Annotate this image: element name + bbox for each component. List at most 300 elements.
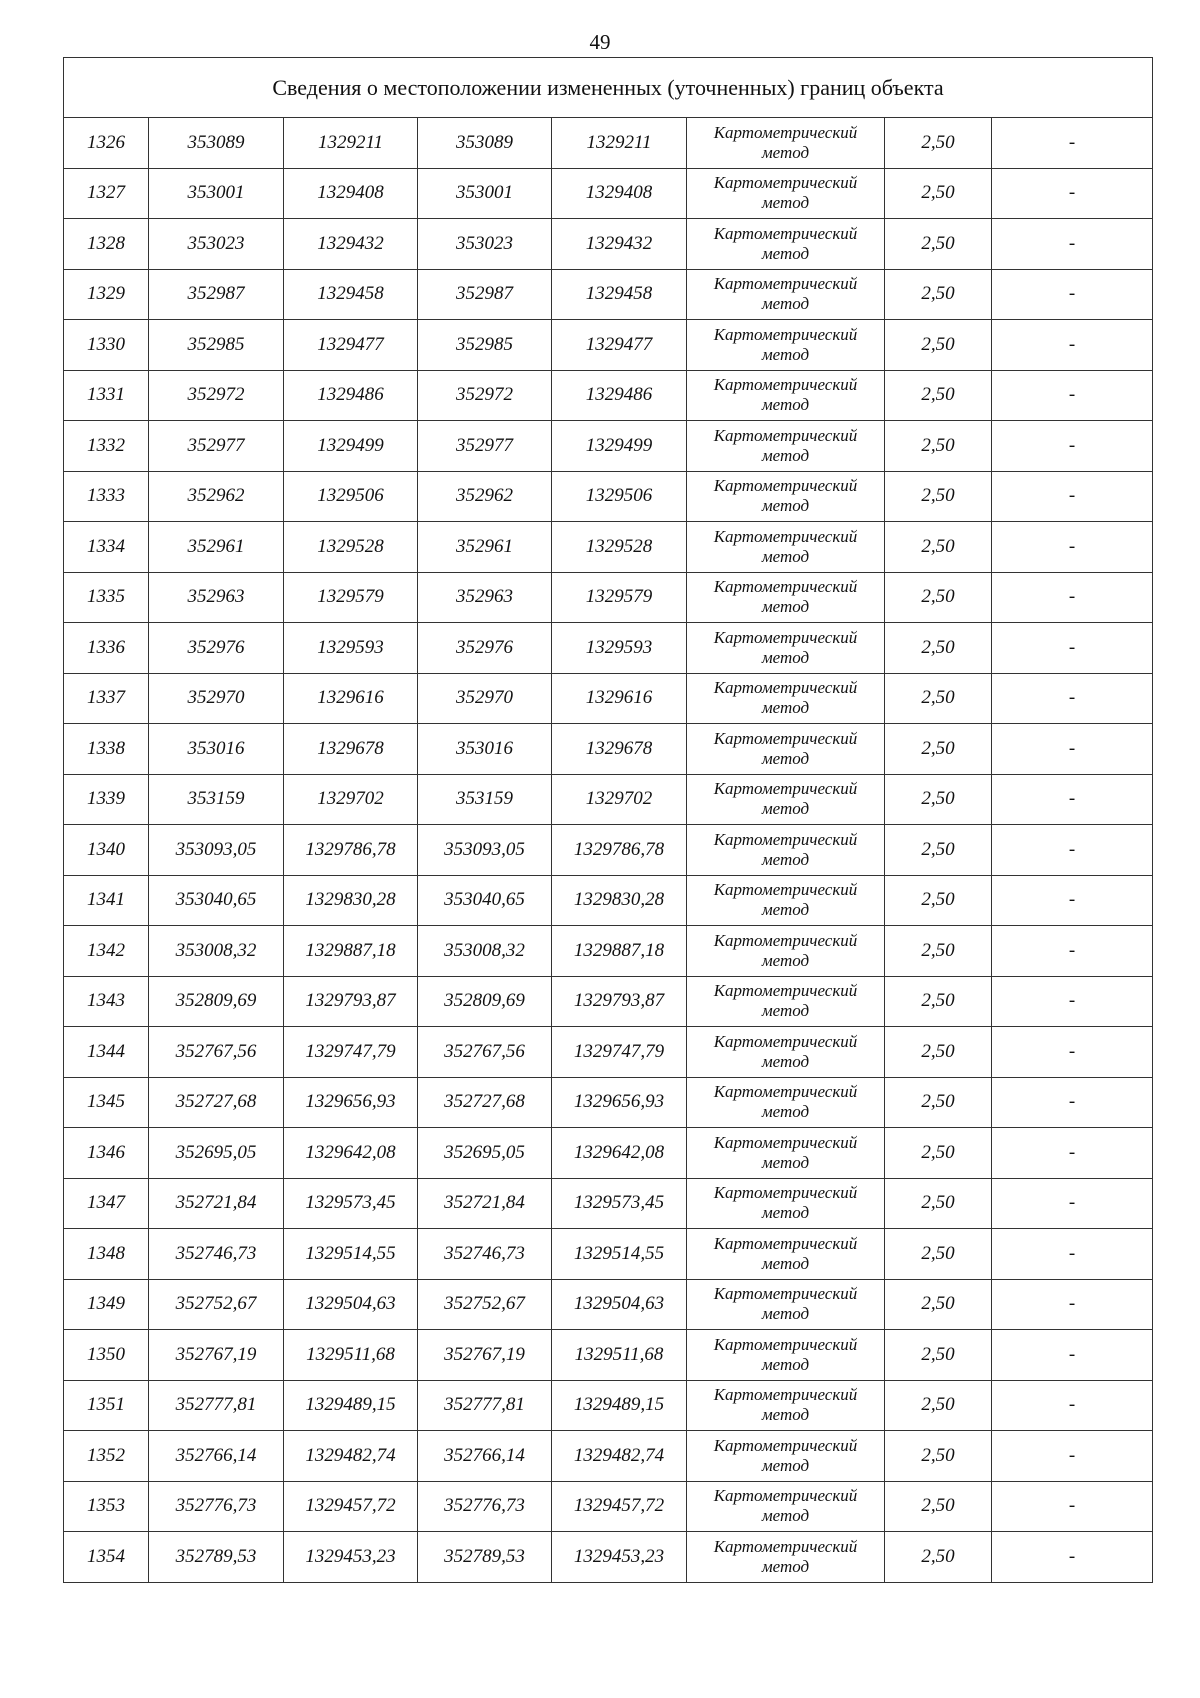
existing-y-cell: 1329747,79 — [284, 1027, 418, 1078]
method-cell — [687, 926, 885, 977]
accuracy-cell: 2,50 — [885, 1128, 992, 1179]
existing-x-cell: 352746,73 — [149, 1229, 284, 1280]
method-line-2: метод — [761, 849, 810, 869]
existing-x-cell: 352752,67 — [149, 1279, 284, 1330]
point-number-cell: 1343 — [64, 976, 149, 1027]
table-row — [64, 976, 1153, 1027]
existing-y-cell: 1329489,15 — [284, 1380, 418, 1431]
refined-y-cell: 1329656,93 — [552, 1077, 687, 1128]
existing-y-cell: 1329511,68 — [284, 1330, 418, 1381]
method-line-1: Картометрический — [713, 1536, 858, 1556]
method-line-2: метод — [761, 445, 810, 465]
existing-y-cell: 1329457,72 — [284, 1481, 418, 1532]
table-row — [64, 724, 1153, 775]
point-number-cell: 1332 — [64, 421, 149, 472]
accuracy-cell: 2,50 — [885, 572, 992, 623]
refined-x-cell: 353023 — [418, 219, 552, 270]
method-line-2: метод — [761, 1304, 810, 1324]
existing-x-cell: 352961 — [149, 522, 284, 573]
existing-y-cell: 1329211 — [284, 118, 418, 169]
refined-x-cell: 353093,05 — [418, 825, 552, 876]
note-cell: - — [992, 825, 1153, 876]
method-line-2: метод — [761, 344, 810, 364]
point-number-cell: 1342 — [64, 926, 149, 977]
refined-y-cell: 1329453,23 — [552, 1532, 687, 1583]
existing-y-cell: 1329642,08 — [284, 1128, 418, 1179]
refined-y-cell: 1329506 — [552, 471, 687, 522]
method-line-1: Картометрический — [713, 1233, 858, 1253]
method-line-2: метод — [761, 1506, 810, 1526]
accuracy-cell: 2,50 — [885, 168, 992, 219]
refined-y-cell: 1329499 — [552, 421, 687, 472]
method-cell — [687, 1481, 885, 1532]
existing-y-cell: 1329458 — [284, 269, 418, 320]
table-row — [64, 1077, 1153, 1128]
point-number-cell: 1337 — [64, 673, 149, 724]
accuracy-cell: 2,50 — [885, 724, 992, 775]
method-line-1: Картометрический — [713, 1435, 858, 1455]
point-number-cell: 1349 — [64, 1279, 149, 1330]
refined-y-cell: 1329830,28 — [552, 875, 687, 926]
table-row — [64, 522, 1153, 573]
existing-x-cell: 352695,05 — [149, 1128, 284, 1179]
method-line-1: Картометрический — [713, 728, 858, 748]
refined-y-cell: 1329408 — [552, 168, 687, 219]
method-line-2: метод — [761, 243, 810, 263]
existing-y-cell: 1329506 — [284, 471, 418, 522]
existing-x-cell: 353023 — [149, 219, 284, 270]
method-line-1: Картометрический — [713, 779, 858, 799]
accuracy-cell: 2,50 — [885, 1532, 992, 1583]
method-cell — [687, 1077, 885, 1128]
point-number-cell: 1347 — [64, 1178, 149, 1229]
table-row — [64, 1330, 1153, 1381]
method-line-2: метод — [761, 496, 810, 516]
point-number-cell: 1348 — [64, 1229, 149, 1280]
point-number-cell: 1338 — [64, 724, 149, 775]
existing-x-cell: 352976 — [149, 623, 284, 674]
existing-x-cell: 352985 — [149, 320, 284, 371]
existing-y-cell: 1329656,93 — [284, 1077, 418, 1128]
table-row — [64, 1279, 1153, 1330]
refined-y-cell: 1329486 — [552, 370, 687, 421]
existing-y-cell: 1329579 — [284, 572, 418, 623]
table-row — [64, 471, 1153, 522]
refined-x-cell: 352752,67 — [418, 1279, 552, 1330]
note-cell: - — [992, 320, 1153, 371]
existing-x-cell: 353016 — [149, 724, 284, 775]
method-cell — [687, 774, 885, 825]
refined-y-cell: 1329458 — [552, 269, 687, 320]
accuracy-cell: 2,50 — [885, 421, 992, 472]
refined-x-cell: 353159 — [418, 774, 552, 825]
method-line-2: метод — [761, 294, 810, 314]
method-cell — [687, 1330, 885, 1381]
method-line-1: Картометрический — [713, 1284, 858, 1304]
note-cell: - — [992, 1279, 1153, 1330]
existing-y-cell: 1329887,18 — [284, 926, 418, 977]
note-cell: - — [992, 926, 1153, 977]
note-cell: - — [992, 623, 1153, 674]
method-line-1: Картометрический — [713, 880, 858, 900]
method-cell — [687, 269, 885, 320]
point-number-cell: 1344 — [64, 1027, 149, 1078]
accuracy-cell: 2,50 — [885, 1481, 992, 1532]
refined-y-cell: 1329747,79 — [552, 1027, 687, 1078]
refined-y-cell: 1329616 — [552, 673, 687, 724]
refined-x-cell: 352776,73 — [418, 1481, 552, 1532]
refined-x-cell: 353089 — [418, 118, 552, 169]
refined-x-cell: 352977 — [418, 421, 552, 472]
method-cell — [687, 1178, 885, 1229]
refined-x-cell: 353001 — [418, 168, 552, 219]
table-row — [64, 269, 1153, 320]
point-number-cell: 1329 — [64, 269, 149, 320]
table-row — [64, 320, 1153, 371]
method-cell — [687, 875, 885, 926]
method-line-2: метод — [761, 1102, 810, 1122]
point-number-cell: 1340 — [64, 825, 149, 876]
method-line-2: метод — [761, 698, 810, 718]
table-row — [64, 1532, 1153, 1583]
note-cell: - — [992, 1229, 1153, 1280]
method-line-1: Картометрический — [713, 173, 858, 193]
accuracy-cell: 2,50 — [885, 219, 992, 270]
method-line-2: метод — [761, 193, 810, 213]
point-number-cell: 1331 — [64, 370, 149, 421]
existing-y-cell: 1329593 — [284, 623, 418, 674]
existing-x-cell: 352767,56 — [149, 1027, 284, 1078]
note-cell: - — [992, 370, 1153, 421]
method-line-2: метод — [761, 142, 810, 162]
method-line-2: метод — [761, 1152, 810, 1172]
method-line-2: метод — [761, 1203, 810, 1223]
accuracy-cell: 2,50 — [885, 1431, 992, 1482]
existing-x-cell: 352962 — [149, 471, 284, 522]
refined-y-cell: 1329482,74 — [552, 1431, 687, 1482]
refined-x-cell: 352809,69 — [418, 976, 552, 1027]
refined-x-cell: 352961 — [418, 522, 552, 573]
table-row — [64, 1431, 1153, 1482]
method-cell — [687, 370, 885, 421]
table-row — [64, 1178, 1153, 1229]
note-cell: - — [992, 1077, 1153, 1128]
table-row — [64, 1027, 1153, 1078]
note-cell: - — [992, 1330, 1153, 1381]
accuracy-cell: 2,50 — [885, 1380, 992, 1431]
point-number-cell: 1350 — [64, 1330, 149, 1381]
existing-y-cell: 1329432 — [284, 219, 418, 270]
refined-x-cell: 352777,81 — [418, 1380, 552, 1431]
method-line-1: Картометрический — [713, 223, 858, 243]
point-number-cell: 1354 — [64, 1532, 149, 1583]
refined-y-cell: 1329528 — [552, 522, 687, 573]
existing-y-cell: 1329793,87 — [284, 976, 418, 1027]
existing-x-cell: 352963 — [149, 572, 284, 623]
method-line-1: Картометрический — [713, 627, 858, 647]
refined-x-cell: 352970 — [418, 673, 552, 724]
point-number-cell: 1333 — [64, 471, 149, 522]
table-body — [64, 58, 1153, 1583]
method-cell — [687, 1380, 885, 1431]
refined-x-cell: 352727,68 — [418, 1077, 552, 1128]
method-line-1: Картометрический — [713, 577, 858, 597]
refined-y-cell: 1329579 — [552, 572, 687, 623]
accuracy-cell: 2,50 — [885, 118, 992, 169]
refined-y-cell: 1329678 — [552, 724, 687, 775]
refined-y-cell: 1329489,15 — [552, 1380, 687, 1431]
point-number-cell: 1345 — [64, 1077, 149, 1128]
page-number: 49 — [589, 30, 611, 54]
note-cell: - — [992, 976, 1153, 1027]
existing-x-cell: 353040,65 — [149, 875, 284, 926]
note-cell: - — [992, 1532, 1153, 1583]
table-row — [64, 421, 1153, 472]
method-line-1: Картометрический — [713, 324, 858, 344]
note-cell: - — [992, 1481, 1153, 1532]
accuracy-cell: 2,50 — [885, 825, 992, 876]
existing-x-cell: 353159 — [149, 774, 284, 825]
method-line-2: метод — [761, 546, 810, 566]
note-cell: - — [992, 118, 1153, 169]
method-line-2: метод — [761, 647, 810, 667]
refined-x-cell: 353016 — [418, 724, 552, 775]
method-cell — [687, 118, 885, 169]
existing-y-cell: 1329453,23 — [284, 1532, 418, 1583]
method-cell — [687, 522, 885, 573]
refined-x-cell: 353008,32 — [418, 926, 552, 977]
method-line-1: Картометрический — [713, 1385, 858, 1405]
method-line-1: Картометрический — [713, 678, 858, 698]
accuracy-cell: 2,50 — [885, 370, 992, 421]
point-number-cell: 1335 — [64, 572, 149, 623]
existing-x-cell: 352727,68 — [149, 1077, 284, 1128]
refined-x-cell: 352789,53 — [418, 1532, 552, 1583]
note-cell: - — [992, 1178, 1153, 1229]
accuracy-cell: 2,50 — [885, 673, 992, 724]
accuracy-cell: 2,50 — [885, 875, 992, 926]
point-number-cell: 1334 — [64, 522, 149, 573]
method-cell — [687, 1431, 885, 1482]
table-row — [64, 1128, 1153, 1179]
accuracy-cell: 2,50 — [885, 1279, 992, 1330]
method-line-1: Картометрический — [713, 1334, 858, 1354]
existing-x-cell: 353008,32 — [149, 926, 284, 977]
table-row — [64, 572, 1153, 623]
existing-y-cell: 1329499 — [284, 421, 418, 472]
existing-y-cell: 1329702 — [284, 774, 418, 825]
refined-y-cell: 1329477 — [552, 320, 687, 371]
method-cell — [687, 219, 885, 270]
method-line-2: метод — [761, 950, 810, 970]
method-line-1: Картометрический — [713, 1486, 858, 1506]
method-cell — [687, 673, 885, 724]
method-line-1: Картометрический — [713, 1082, 858, 1102]
method-cell — [687, 976, 885, 1027]
existing-y-cell: 1329786,78 — [284, 825, 418, 876]
accuracy-cell: 2,50 — [885, 269, 992, 320]
refined-y-cell: 1329573,45 — [552, 1178, 687, 1229]
note-cell: - — [992, 471, 1153, 522]
method-line-1: Картометрический — [713, 1031, 858, 1051]
method-cell — [687, 1532, 885, 1583]
accuracy-cell: 2,50 — [885, 522, 992, 573]
note-cell: - — [992, 219, 1153, 270]
existing-x-cell: 352977 — [149, 421, 284, 472]
refined-x-cell: 352972 — [418, 370, 552, 421]
method-cell — [687, 724, 885, 775]
refined-x-cell: 353040,65 — [418, 875, 552, 926]
table-header-row — [64, 58, 1153, 118]
refined-y-cell: 1329887,18 — [552, 926, 687, 977]
method-line-2: метод — [761, 597, 810, 617]
existing-y-cell: 1329528 — [284, 522, 418, 573]
note-cell: - — [992, 421, 1153, 472]
existing-y-cell: 1329504,63 — [284, 1279, 418, 1330]
table-row — [64, 370, 1153, 421]
refined-y-cell: 1329793,87 — [552, 976, 687, 1027]
method-line-1: Картометрический — [713, 476, 858, 496]
point-number-cell: 1339 — [64, 774, 149, 825]
accuracy-cell: 2,50 — [885, 1178, 992, 1229]
refined-x-cell: 352746,73 — [418, 1229, 552, 1280]
method-line-2: метод — [761, 1001, 810, 1021]
table-row — [64, 926, 1153, 977]
refined-x-cell: 352767,56 — [418, 1027, 552, 1078]
table-row — [64, 1229, 1153, 1280]
existing-x-cell: 352987 — [149, 269, 284, 320]
method-line-2: метод — [761, 1253, 810, 1273]
note-cell: - — [992, 673, 1153, 724]
note-cell: - — [992, 572, 1153, 623]
refined-x-cell: 352695,05 — [418, 1128, 552, 1179]
accuracy-cell: 2,50 — [885, 1077, 992, 1128]
point-number-cell: 1353 — [64, 1481, 149, 1532]
table-row — [64, 168, 1153, 219]
accuracy-cell: 2,50 — [885, 1229, 992, 1280]
note-cell: - — [992, 1431, 1153, 1482]
refined-x-cell: 352767,19 — [418, 1330, 552, 1381]
existing-x-cell: 352789,53 — [149, 1532, 284, 1583]
method-line-2: метод — [761, 395, 810, 415]
method-cell — [687, 825, 885, 876]
accuracy-cell: 2,50 — [885, 1027, 992, 1078]
method-line-1: Картометрический — [713, 425, 858, 445]
existing-y-cell: 1329408 — [284, 168, 418, 219]
note-cell: - — [992, 1380, 1153, 1431]
note-cell: - — [992, 1027, 1153, 1078]
refined-y-cell: 1329786,78 — [552, 825, 687, 876]
existing-y-cell: 1329678 — [284, 724, 418, 775]
method-cell — [687, 1229, 885, 1280]
method-line-1: Картометрический — [713, 1132, 858, 1152]
method-cell — [687, 421, 885, 472]
point-number-cell: 1341 — [64, 875, 149, 926]
refined-x-cell: 352976 — [418, 623, 552, 674]
refined-y-cell: 1329593 — [552, 623, 687, 674]
method-cell — [687, 471, 885, 522]
method-line-2: метод — [761, 1405, 810, 1425]
table-row — [64, 673, 1153, 724]
method-line-1: Картометрический — [713, 1183, 858, 1203]
point-number-cell: 1327 — [64, 168, 149, 219]
method-cell — [687, 572, 885, 623]
method-cell — [687, 623, 885, 674]
existing-x-cell: 352972 — [149, 370, 284, 421]
table-row — [64, 1481, 1153, 1532]
table-row — [64, 623, 1153, 674]
method-cell — [687, 1128, 885, 1179]
point-number-cell: 1346 — [64, 1128, 149, 1179]
method-line-1: Картометрический — [713, 375, 858, 395]
refined-x-cell: 352987 — [418, 269, 552, 320]
table-title: Сведения о местоположении измененных (уточненных) границ объекта — [64, 58, 1153, 118]
existing-x-cell: 353089 — [149, 118, 284, 169]
refined-y-cell: 1329642,08 — [552, 1128, 687, 1179]
existing-y-cell: 1329477 — [284, 320, 418, 371]
note-cell: - — [992, 724, 1153, 775]
accuracy-cell: 2,50 — [885, 976, 992, 1027]
method-line-2: метод — [761, 799, 810, 819]
point-number-cell: 1328 — [64, 219, 149, 270]
refined-y-cell: 1329511,68 — [552, 1330, 687, 1381]
coordinates-table — [63, 57, 1153, 1583]
existing-x-cell: 352766,14 — [149, 1431, 284, 1482]
method-line-1: Картометрический — [713, 122, 858, 142]
note-cell: - — [992, 522, 1153, 573]
method-line-2: метод — [761, 1556, 810, 1576]
table-row — [64, 219, 1153, 270]
accuracy-cell: 2,50 — [885, 623, 992, 674]
accuracy-cell: 2,50 — [885, 320, 992, 371]
existing-x-cell: 352776,73 — [149, 1481, 284, 1532]
refined-x-cell: 352766,14 — [418, 1431, 552, 1482]
refined-y-cell: 1329432 — [552, 219, 687, 270]
method-line-1: Картометрический — [713, 981, 858, 1001]
method-line-1: Картометрический — [713, 274, 858, 294]
refined-x-cell: 352721,84 — [418, 1178, 552, 1229]
refined-x-cell: 352963 — [418, 572, 552, 623]
refined-y-cell: 1329702 — [552, 774, 687, 825]
method-cell — [687, 1279, 885, 1330]
note-cell: - — [992, 1128, 1153, 1179]
refined-y-cell: 1329514,55 — [552, 1229, 687, 1280]
method-line-2: метод — [761, 748, 810, 768]
method-line-2: метод — [761, 1051, 810, 1071]
method-cell — [687, 168, 885, 219]
table-row — [64, 1380, 1153, 1431]
existing-x-cell: 353001 — [149, 168, 284, 219]
method-cell — [687, 1027, 885, 1078]
method-line-2: метод — [761, 1354, 810, 1374]
existing-x-cell: 352777,81 — [149, 1380, 284, 1431]
existing-y-cell: 1329616 — [284, 673, 418, 724]
refined-x-cell: 352985 — [418, 320, 552, 371]
refined-y-cell: 1329457,72 — [552, 1481, 687, 1532]
method-cell — [687, 320, 885, 371]
existing-y-cell: 1329514,55 — [284, 1229, 418, 1280]
note-cell: - — [992, 168, 1153, 219]
point-number-cell: 1336 — [64, 623, 149, 674]
method-line-1: Картометрический — [713, 829, 858, 849]
existing-x-cell: 352721,84 — [149, 1178, 284, 1229]
accuracy-cell: 2,50 — [885, 471, 992, 522]
accuracy-cell: 2,50 — [885, 774, 992, 825]
method-line-1: Картометрический — [713, 930, 858, 950]
method-line-2: метод — [761, 900, 810, 920]
refined-y-cell: 1329504,63 — [552, 1279, 687, 1330]
existing-y-cell: 1329486 — [284, 370, 418, 421]
